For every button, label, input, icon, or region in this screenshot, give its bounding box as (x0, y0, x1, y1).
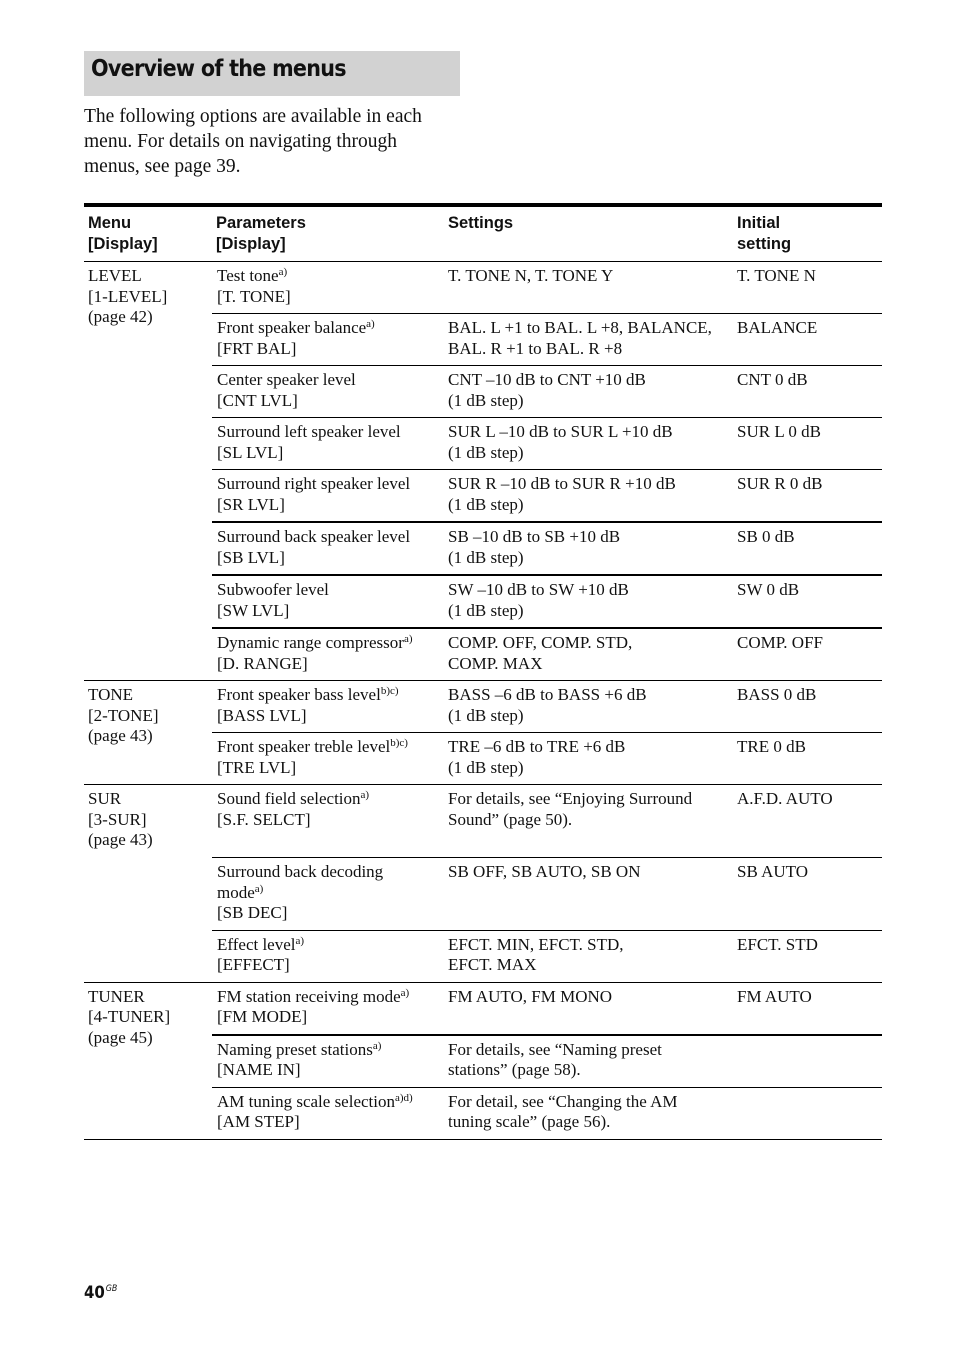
menu-label: (page 42) (88, 307, 153, 326)
settings-cell (444, 628, 733, 681)
parameter-display: [NAME IN] (217, 1060, 301, 1079)
header-parameters: Parameters [Display] (212, 205, 444, 262)
footnote-mark: a) (372, 1039, 382, 1052)
table-row (84, 982, 882, 1035)
table-header-row (84, 205, 882, 262)
settings-cell (444, 858, 733, 931)
menu-label: [4-TUNER] (88, 1007, 171, 1026)
parameter-name: Naming preset stations (217, 1039, 373, 1059)
menu-label: TONE (88, 685, 134, 704)
page-title: Overview of the menus (91, 56, 346, 82)
parameter-name: Sound field selection (217, 789, 361, 808)
settings-line: (1 dB step) (448, 494, 524, 514)
page-number-value: 40 (84, 1283, 105, 1303)
parameter-cell (212, 418, 444, 470)
parameter-cell (212, 522, 444, 575)
settings-cell (444, 575, 733, 628)
footnote-mark: a) (295, 934, 305, 947)
settings-line: EFCT. MIN, EFCT. STD, (448, 934, 624, 954)
parameter-name-cont: mode (217, 882, 255, 902)
settings-cell (444, 785, 733, 858)
initial-setting-cell: COMP. OFF (733, 628, 882, 681)
parameter-cell (212, 1035, 444, 1088)
menu-label: [1-LEVEL] (88, 286, 168, 306)
parameter-display: [SW LVL] (217, 600, 290, 620)
parameter-name: Center speaker level (217, 370, 356, 389)
footnote-mark: a)d) (395, 1091, 413, 1104)
header-menu: Menu [Display] (84, 205, 212, 262)
settings-line: T. TONE N, T. TONE Y (448, 266, 614, 285)
initial-setting-cell: SB AUTO (733, 858, 882, 931)
settings-cell (444, 930, 733, 982)
settings-cell (444, 733, 733, 785)
settings-line: SB –10 dB to SB +10 dB (448, 527, 621, 546)
parameter-cell (212, 858, 444, 931)
parameter-name: Surround back decoding (217, 862, 384, 881)
settings-line: (1 dB step) (448, 390, 524, 410)
settings-line: (1 dB step) (448, 442, 524, 462)
footnote-mark: a) (360, 789, 370, 801)
footnote-mark: b)c) (390, 737, 408, 749)
initial-setting-cell: CNT 0 dB (733, 366, 882, 418)
parameter-cell (212, 366, 444, 418)
parameter-name: AM tuning scale selection (217, 1091, 395, 1111)
section-title-bar (84, 51, 460, 96)
parameter-cell (212, 470, 444, 523)
parameter-name: Front speaker treble level (217, 737, 391, 756)
intro-line: The following options are available in each (84, 106, 422, 127)
settings-cell (444, 681, 733, 733)
parameter-name: Subwoofer level (217, 580, 329, 599)
menu-label: TUNER (88, 986, 145, 1006)
parameter-cell (212, 575, 444, 628)
settings-cell (444, 366, 733, 418)
parameter-name: Surround back speaker level (217, 527, 411, 546)
settings-line: (1 dB step) (448, 600, 524, 620)
parameter-name: FM station receiving mode (217, 986, 401, 1006)
settings-line: EFCT. MAX (448, 955, 537, 974)
parameter-name: Surround right speaker level (217, 474, 411, 493)
parameter-name: Front speaker balance (217, 318, 367, 337)
settings-line: stations” (page 58). (448, 1060, 581, 1079)
initial-setting-cell: FM AUTO (733, 982, 882, 1035)
parameter-display: [SB LVL] (217, 547, 285, 567)
parameter-cell (212, 628, 444, 681)
initial-setting-cell (733, 1087, 882, 1139)
menu-label: LEVEL (88, 266, 142, 285)
initial-setting-cell: BALANCE (733, 314, 882, 366)
intro-paragraph (84, 104, 464, 179)
settings-line: For detail, see “Changing the AM (448, 1091, 678, 1111)
settings-line: COMP. MAX (448, 653, 543, 673)
settings-line: SUR R –10 dB to SUR R +10 dB (448, 474, 676, 493)
parameter-name: Front speaker bass level (217, 685, 381, 704)
menu-label: (page 43) (88, 830, 153, 849)
settings-cell (444, 1035, 733, 1088)
table-row (84, 262, 882, 314)
settings-line: (1 dB step) (448, 705, 524, 725)
footnote-mark: a) (400, 986, 410, 999)
footnote-mark: a) (366, 318, 375, 330)
parameter-display: [EFFECT] (217, 955, 290, 974)
page-region-label: GB (105, 1284, 118, 1294)
menu-label: (page 45) (88, 1027, 153, 1047)
initial-setting-cell (733, 1035, 882, 1088)
settings-line: SW –10 dB to SW +10 dB (448, 580, 629, 599)
header-settings: Settings (444, 205, 733, 262)
table-row (84, 681, 882, 733)
menu-label: [2-TONE] (88, 705, 159, 725)
settings-cell (444, 1087, 733, 1139)
footnote-mark: a) (403, 633, 413, 645)
settings-line: Sound” (page 50). (448, 809, 573, 829)
parameter-name: Surround left speaker level (217, 422, 401, 441)
parameter-display: [D. RANGE] (217, 653, 308, 673)
settings-line: For details, see “Enjoying Surround (448, 789, 693, 808)
header-initial-setting: Initial setting (733, 205, 882, 262)
settings-cell (444, 470, 733, 523)
menu-cell (84, 262, 212, 681)
menu-overview-table (84, 203, 882, 1140)
settings-line: BAL. R +1 to BAL. R +8 (448, 338, 623, 358)
parameter-cell (212, 681, 444, 733)
settings-line: (1 dB step) (448, 547, 524, 567)
settings-cell (444, 982, 733, 1035)
settings-cell (444, 418, 733, 470)
initial-setting-cell: SUR L 0 dB (733, 418, 882, 470)
parameter-display: [SL LVL] (217, 442, 284, 462)
menu-cell (84, 785, 212, 983)
parameter-name: Dynamic range compressor (217, 633, 404, 652)
parameter-cell (212, 785, 444, 858)
intro-line: menus, see page 39. (84, 156, 241, 177)
settings-line: COMP. OFF, COMP. STD, (448, 633, 633, 652)
settings-line: SB OFF, SB AUTO, SB ON (448, 862, 641, 881)
settings-line: (1 dB step) (448, 757, 524, 777)
initial-setting-cell: BASS 0 dB (733, 681, 882, 733)
initial-setting-cell: TRE 0 dB (733, 733, 882, 785)
settings-line: tuning scale” (page 56). (448, 1112, 611, 1131)
menu-label: [3-SUR] (88, 809, 147, 829)
menu-cell (84, 681, 212, 785)
parameter-cell (212, 1087, 444, 1139)
parameter-name: Effect level (217, 934, 296, 954)
menu-cell (84, 982, 212, 1139)
parameter-name: Test tone (217, 266, 279, 285)
footnote-mark: a) (278, 266, 288, 278)
parameter-display: [FRT BAL] (217, 338, 297, 358)
parameter-cell (212, 733, 444, 785)
parameter-display: [AM STEP] (217, 1112, 300, 1131)
menu-label: SUR (88, 789, 122, 808)
initial-setting-cell: A.F.D. AUTO (733, 785, 882, 858)
settings-cell (444, 262, 733, 314)
initial-setting-cell: SB 0 dB (733, 522, 882, 575)
parameter-display: [S.F. SELCT] (217, 809, 311, 829)
footnote-mark: a) (254, 882, 264, 895)
initial-setting-cell: SW 0 dB (733, 575, 882, 628)
menu-label: (page 43) (88, 726, 153, 745)
settings-line: FM AUTO, FM MONO (448, 986, 613, 1006)
parameter-cell (212, 314, 444, 366)
parameter-cell (212, 262, 444, 314)
page-number (84, 1283, 117, 1303)
parameter-cell (212, 982, 444, 1035)
parameter-cell (212, 930, 444, 982)
parameter-display: [T. TONE] (217, 286, 291, 306)
settings-line: TRE –6 dB to TRE +6 dB (448, 737, 626, 756)
footnote-mark: b)c) (380, 685, 399, 697)
parameter-display: [SR LVL] (217, 494, 285, 514)
initial-setting-cell: T. TONE N (733, 262, 882, 314)
settings-line: For details, see “Naming preset (448, 1039, 662, 1059)
settings-cell (444, 522, 733, 575)
intro-line: menu. For details on navigating through (84, 131, 398, 152)
parameter-display: [CNT LVL] (217, 390, 298, 410)
settings-line: BASS –6 dB to BASS +6 dB (448, 685, 647, 704)
table-row (84, 785, 882, 858)
parameter-display: [FM MODE] (217, 1007, 308, 1026)
initial-setting-cell: EFCT. STD (733, 930, 882, 982)
parameter-display: [SB DEC] (217, 903, 288, 922)
settings-cell (444, 314, 733, 366)
initial-setting-cell: SUR R 0 dB (733, 470, 882, 523)
parameter-display: [TRE LVL] (217, 757, 297, 777)
settings-line: BAL. L +1 to BAL. L +8, BALANCE, (448, 318, 712, 337)
settings-line: SUR L –10 dB to SUR L +10 dB (448, 422, 673, 441)
parameter-display: [BASS LVL] (217, 705, 307, 725)
table-body (84, 262, 882, 1140)
settings-line: CNT –10 dB to CNT +10 dB (448, 370, 646, 389)
